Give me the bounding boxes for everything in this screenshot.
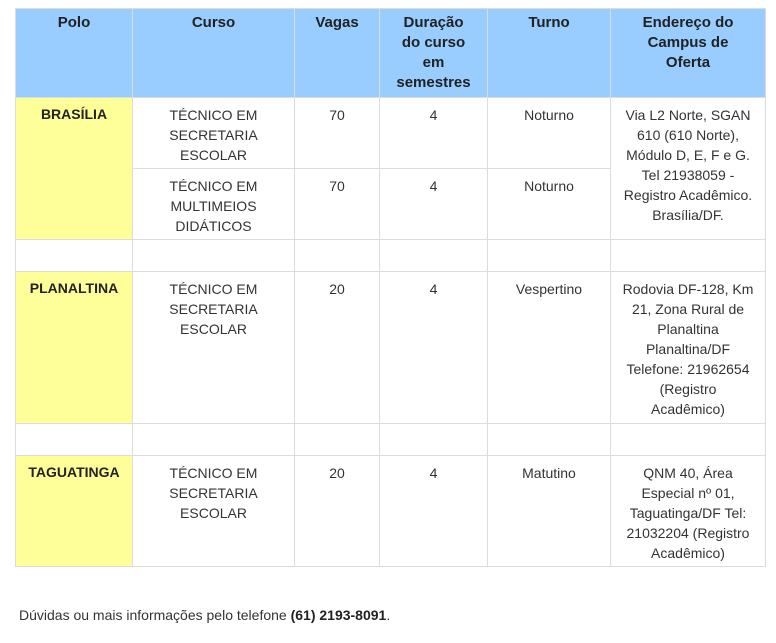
polo-planaltina: PLANALTINA [16, 272, 133, 424]
header-duracao [380, 9, 488, 98]
table-row [16, 272, 766, 424]
curso-cell [133, 272, 295, 424]
header-endereco-line: Endereço do [642, 14, 734, 31]
contact-footer [19, 607, 390, 623]
turno-cell: Noturno [488, 98, 611, 169]
endereco-line: Telefone: 21962654 [626, 361, 750, 377]
endereco-line: 21, Zona Rural de [631, 301, 745, 317]
header-duracao-line: do curso [401, 34, 466, 51]
duracao-cell: 4 [380, 169, 488, 240]
header-row [16, 9, 766, 98]
vagas-cell: 70 [295, 98, 380, 169]
endereco-line: Módulo D, E, F e G. [626, 147, 750, 163]
vagas-cell: 20 [295, 272, 380, 424]
header-turno: Turno [488, 9, 611, 98]
endereco-line: Registro Acadêmico. [623, 187, 753, 203]
header-duracao-line: Duração [403, 14, 464, 31]
empty-cell [16, 424, 133, 456]
spacer-row [16, 240, 766, 272]
header-endereco-line: Campus de [647, 34, 729, 51]
turno-cell: Noturno [488, 169, 611, 240]
vagas-cell: 70 [295, 169, 380, 240]
duracao-cell: 4 [380, 456, 488, 567]
empty-cell [295, 240, 380, 272]
footer-end: . [386, 607, 391, 623]
curso-line: TÉCNICO EM [169, 465, 258, 481]
header-vagas: Vagas [295, 9, 380, 98]
curso-line: TÉCNICO EM [169, 178, 258, 194]
empty-cell [488, 240, 611, 272]
vagas-cell: 20 [295, 456, 380, 567]
endereco-line: Acadêmico) [651, 545, 725, 561]
endereco-line: Rodovia DF-128, Km [622, 281, 754, 297]
empty-cell [611, 240, 766, 272]
header-duracao-line: em [422, 54, 445, 71]
header-duracao-line: semestres [396, 74, 471, 91]
endereco-line: (Registro [659, 381, 717, 397]
endereco-line: QNM 40, Área [643, 465, 733, 481]
turno-cell: Vespertino [488, 272, 611, 424]
endereco-line: Tel 21938059 - [641, 167, 735, 183]
endereco-taguatinga [611, 456, 766, 567]
curso-line: SECRETARIA [169, 127, 258, 143]
duracao-cell: 4 [380, 98, 488, 169]
footer-text: Dúvidas ou mais informações pelo telefone [19, 607, 291, 623]
curso-cell [133, 98, 295, 169]
curso-line: MULTIMEIOS [170, 198, 257, 214]
empty-cell [133, 240, 295, 272]
empty-cell [295, 424, 380, 456]
endereco-line: Planaltina [657, 321, 719, 337]
endereco-planaltina [611, 272, 766, 424]
footer-phone: (61) 2193-8091 [290, 607, 387, 623]
curso-cell [133, 169, 295, 240]
header-endereco-line: Oferta [665, 54, 711, 71]
header-polo: Polo [16, 9, 133, 98]
table-row [16, 456, 766, 567]
empty-cell [16, 240, 133, 272]
endereco-line: Planaltina/DF [645, 341, 731, 357]
endereco-line: Brasília/DF. [652, 207, 724, 223]
endereco-line: 610 (610 Norte), [637, 127, 739, 143]
duracao-cell: 4 [380, 272, 488, 424]
header-curso: Curso [133, 9, 295, 98]
table-row [16, 98, 766, 169]
spacer-row [16, 424, 766, 456]
endereco-line: Taguatinga/DF Tel: [629, 505, 747, 521]
curso-cell [133, 456, 295, 567]
curso-line: DIDÁTICOS [175, 218, 252, 234]
curso-line: TÉCNICO EM [169, 281, 258, 297]
curso-line: TÉCNICO EM [169, 107, 258, 123]
endereco-line: Via L2 Norte, SGAN [625, 107, 751, 123]
header-endereco [611, 9, 766, 98]
empty-cell [611, 424, 766, 456]
turno-cell: Matutino [488, 456, 611, 567]
curso-line: ESCOLAR [180, 321, 247, 337]
empty-cell [133, 424, 295, 456]
endereco-line: Acadêmico) [651, 401, 725, 417]
endereco-line: Especial nº 01, [641, 485, 735, 501]
empty-cell [380, 240, 488, 272]
endereco-line: 21032204 (Registro [626, 525, 750, 541]
polo-brasilia: BRASÍLIA [16, 98, 133, 240]
polo-taguatinga: TAGUATINGA [16, 456, 133, 567]
empty-cell [380, 424, 488, 456]
endereco-brasilia [611, 98, 766, 240]
curso-line: SECRETARIA [169, 485, 258, 501]
curso-line: ESCOLAR [180, 147, 247, 163]
courses-table [15, 8, 766, 567]
curso-line: ESCOLAR [180, 505, 247, 521]
curso-line: SECRETARIA [169, 301, 258, 317]
empty-cell [488, 424, 611, 456]
